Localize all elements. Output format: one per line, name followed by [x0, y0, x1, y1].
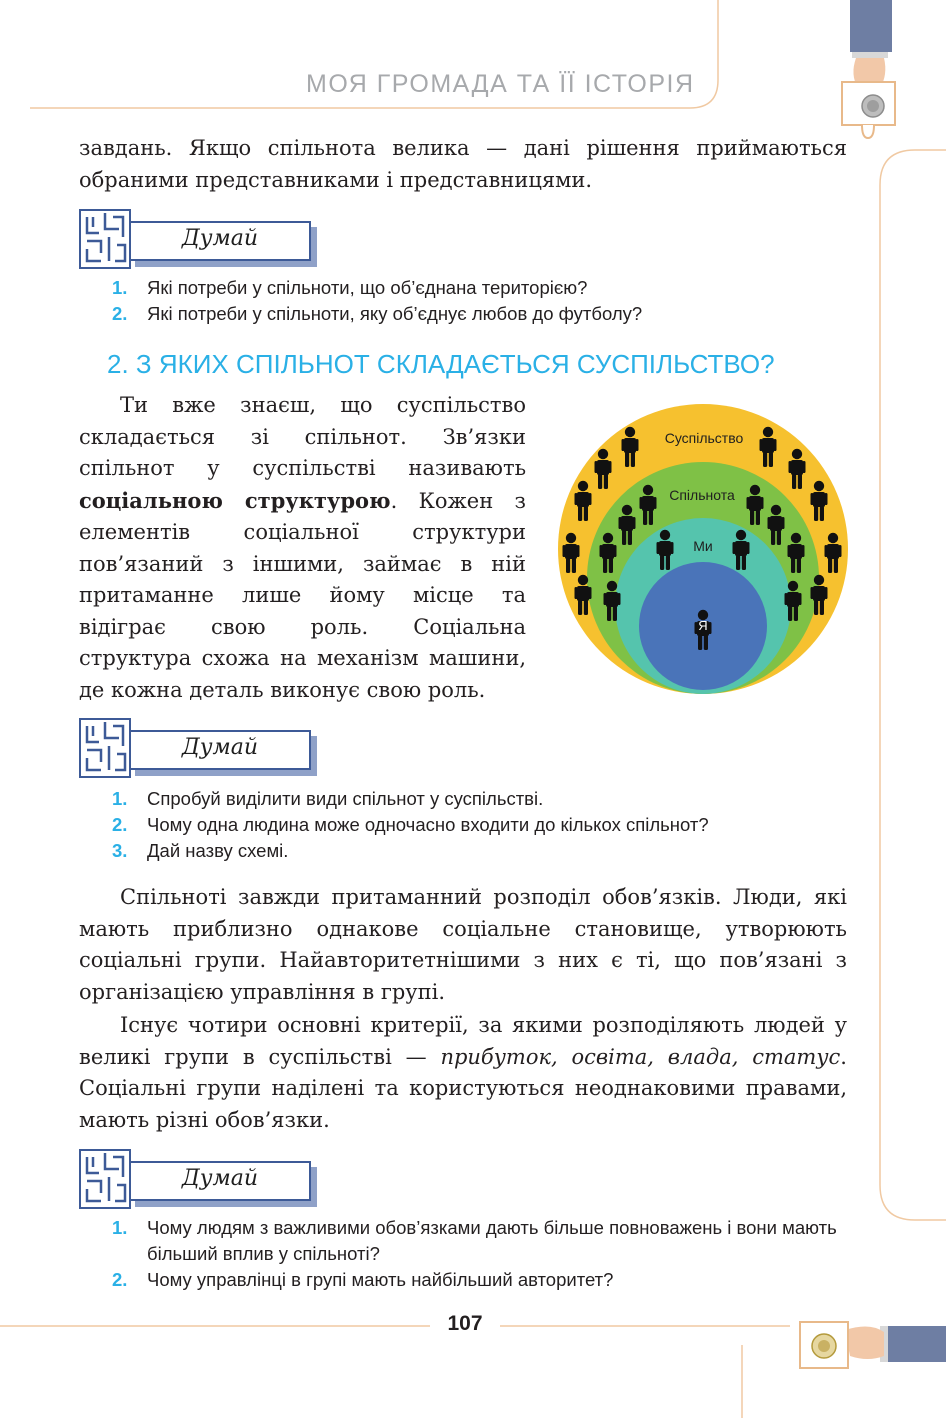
think-label-box [129, 221, 311, 261]
question-text: Чому людям з важливими обов’язками дають більше повноважень і вони мають більший вплив у спільноті? [147, 1217, 837, 1264]
question-number: 1. [112, 277, 128, 298]
question-text: Чому одна людина може одночасно входити до кількох спільнот? [147, 814, 709, 835]
page-number: 107 [447, 1312, 483, 1335]
list-item [112, 786, 852, 812]
think-label: Думай [181, 735, 259, 760]
question-text: Чому управлінці в групі мають найбільший авторитет? [147, 1269, 614, 1290]
question-number: 3. [112, 840, 128, 861]
question-text: Які потреби у спільноти, що об’єднана територією? [147, 277, 588, 298]
think-box-1 [79, 209, 319, 271]
question-text: Дай назву схемі. [147, 840, 289, 861]
think-label-box [129, 730, 311, 770]
label-me: Я [698, 618, 708, 633]
italic-criteria: прибуток, освіта, влада, статус [440, 1044, 841, 1069]
paragraph-text: . Кожен з елементів соціальної структури пов’язаний з іншими, займає в ній притаманне лише йому місце та відіграє свою роль. Соціальна структура схожа на механізм машини, де кожна деталь виконує свою роль. [79, 488, 526, 702]
bold-term: соціальною структурою [79, 487, 391, 513]
list-item [112, 812, 852, 838]
think-label-box [129, 1161, 311, 1201]
think-box-3 [79, 1149, 319, 1211]
question-number: 2. [112, 814, 128, 835]
section-heading: 2. З ЯКИХ СПІЛЬНОТ СКЛАДАЄТЬСЯ СУСПІЛЬСТВО? [107, 349, 775, 379]
paragraph-text: Існує чотири основні критерії, за якими розподіляють людей у великі групи в суспільстві — [79, 1013, 847, 1069]
hand-puzzle-top-icon [842, 0, 895, 138]
think-label: Думай [181, 226, 259, 251]
maze-icon [79, 718, 131, 778]
list-item [112, 1267, 852, 1293]
question-number: 2. [112, 1269, 128, 1290]
question-text: Спробуй виділити види спільнот у суспільстві. [147, 788, 544, 809]
question-list-2 [112, 786, 852, 864]
label-society: Суспільство [664, 430, 744, 446]
list-item [112, 1215, 852, 1267]
question-list-1 [112, 275, 852, 327]
intro-paragraph: завдань. Якщо спільнота велика — дані рішення приймаються обраними представниками і представницями. [79, 136, 847, 192]
social-structure-diagram [557, 403, 849, 695]
think-label: Думай [181, 1166, 259, 1191]
maze-icon [79, 209, 131, 269]
paragraph-4 [79, 1010, 847, 1136]
paragraph-3: Спільноті завжди притаманний розподіл обов’язків. Люди, які мають приблизно однакове соціальне становище, утворюють соціальні групи. Найавторитетнішими з них є ті, що пов’язані з організацією управління в групі. [79, 885, 847, 1004]
think-box-2 [79, 718, 319, 780]
label-community: Спільнота [669, 487, 735, 503]
question-list-3 [112, 1215, 852, 1293]
list-item [112, 301, 852, 327]
question-number: 1. [112, 788, 128, 809]
chapter-title: МОЯ ГРОМАДА ТА ЇЇ ІСТОРІЯ [306, 70, 695, 98]
paragraph-text: Ти вже знаєш, що суспільство складається зі спільнот. Зв’язки спільнот у суспільстві називають [79, 393, 526, 480]
label-we: Ми [693, 538, 713, 554]
list-item [112, 838, 852, 864]
question-text: Які потреби у спільноти, яку об’єднує любов до футболу? [147, 303, 643, 324]
paragraph-text: . Соціальні групи наділені та користуються неоднаковими правами, мають різні обов’язки. [79, 1044, 847, 1132]
question-number: 1. [112, 1217, 128, 1238]
maze-icon [79, 1149, 131, 1209]
hand-puzzle-bottom-icon [800, 1322, 946, 1368]
list-item [112, 275, 852, 301]
section2-paragraph [79, 390, 526, 706]
question-number: 2. [112, 303, 128, 324]
